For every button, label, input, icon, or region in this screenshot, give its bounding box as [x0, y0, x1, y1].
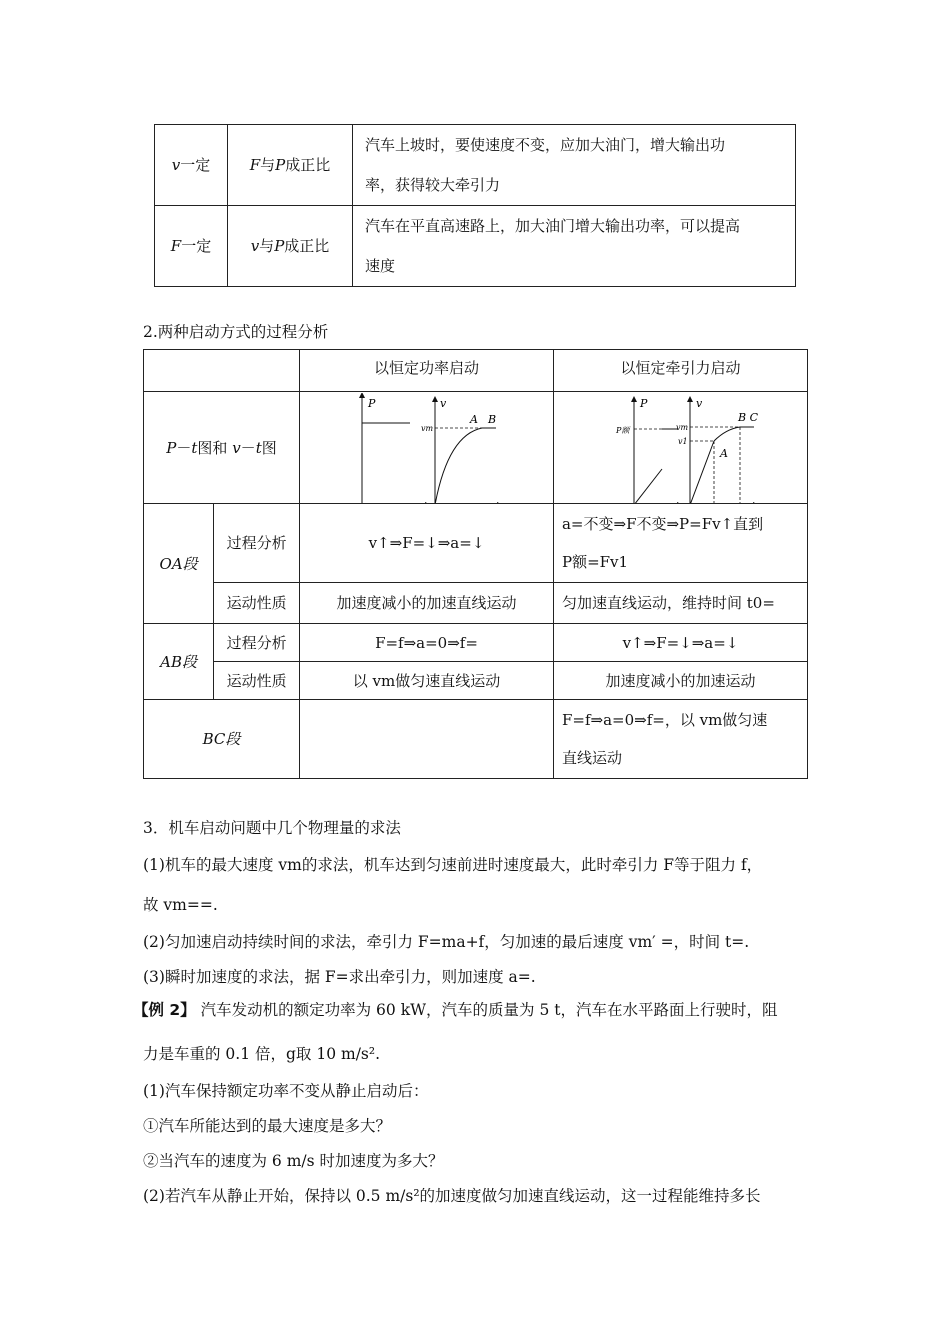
col-header-constant-force: 以恒定牵引力启动: [553, 350, 807, 392]
oa-process-constant-force: [553, 504, 807, 583]
v-axis-label: v: [439, 396, 447, 410]
condition-suffix: 一定: [180, 156, 211, 174]
bc-constant-force: [553, 700, 807, 779]
vm-label: vm: [420, 423, 434, 433]
relation-cell: [228, 206, 353, 287]
point-a-label: A: [719, 446, 728, 460]
process-label: 过程分析: [214, 624, 300, 662]
table-row: [144, 700, 808, 779]
uniform-accel-line: [690, 441, 714, 503]
example-text-line2: 力是车重的 0.1 倍，g取 10 m/s².: [143, 1045, 381, 1063]
graph-row-label: [144, 392, 300, 504]
table-row: [144, 662, 808, 700]
oa-process-line1: a=不变⇒F不变⇒P=Fv↑直到: [561, 515, 764, 533]
condition-cell: [155, 206, 228, 287]
bc-line1: F=f⇒a=0⇒f=，以 vm做匀速: [561, 711, 768, 729]
example-tag: 【例 2】: [133, 1001, 196, 1019]
table-row: [155, 206, 796, 287]
section-3-paragraph-2: (2)匀加速启动持续时间的求法，牵引力 F=ma+f，匀加速的最后速度 vm′ =，时间 t=.: [143, 933, 750, 951]
question-2: (2)若汽车从静止开始，保持以 0.5 m/s²的加速度做匀加速直线运动，这一过程能维持多长: [143, 1187, 761, 1205]
relation-cell: [228, 125, 353, 206]
label-t: t: [255, 438, 262, 457]
motion-label: 运动性质: [214, 583, 300, 624]
oa-process-line2: P额=Fv1: [561, 553, 629, 571]
graph-cell-constant-force: [553, 392, 807, 504]
application-text-line1: 汽车在平直高速路上，加大油门增大输出功率，可以提高: [365, 217, 741, 235]
table-row: [144, 624, 808, 662]
relation-var-a: F: [249, 156, 261, 174]
oa-segment-label: OA段: [144, 504, 214, 624]
condition-variable: F: [170, 237, 182, 255]
ab-process-constant-power: F=f⇒a=0⇒f=: [299, 624, 553, 662]
ab-motion-constant-power: 以 vm做匀速直线运动: [299, 662, 553, 700]
decreasing-accel-curve: [714, 427, 740, 441]
ab-process-constant-force: v↑⇒F=↓⇒a=↓: [553, 624, 807, 662]
motion-label: 运动性质: [214, 662, 300, 700]
label-dash: －: [240, 438, 256, 457]
label-dash: －: [176, 438, 192, 457]
oa-motion-constant-force: 匀加速直线运动，维持时间 t0=: [553, 583, 807, 624]
v1-label: v1: [677, 436, 688, 446]
example-text-line1: 汽车发动机的额定功率为 60 kW，汽车的质量为 5 t，汽车在水平路面上行驶时，阻: [200, 1001, 778, 1019]
section-3-heading: 3．机车启动问题中几个物理量的求法: [143, 819, 401, 837]
label-v: v: [232, 438, 241, 457]
application-text-line2: 率，获得较大牵引力: [365, 176, 501, 194]
process-label: 过程分析: [214, 504, 300, 583]
label-end: 图: [261, 438, 277, 457]
oa-process-constant-power: v↑⇒F=↓⇒a=↓: [299, 504, 553, 583]
section-3-paragraph-1-line1: (1)机车的最大速度 vm的求法，机车达到匀速前进时速度最大，此时牵引力 F等于阻力 f，: [143, 856, 763, 874]
application-text-line2: 速度: [365, 257, 396, 275]
relation-var-b: P: [275, 156, 286, 174]
application-cell: [353, 125, 796, 206]
relation-suffix: 成正比: [284, 237, 330, 255]
rated-power-label: P额: [615, 425, 630, 435]
question-1b: ②当汽车的速度为 6 m/s 时加速度为多大？: [143, 1152, 444, 1170]
relation-mid: 与: [259, 237, 275, 255]
question-1: (1)汽车保持额定功率不变从静止启动后：: [143, 1082, 429, 1100]
question-1a: ①汽车所能达到的最大速度是多大？: [143, 1117, 392, 1135]
p-axis-label: P: [639, 396, 648, 410]
constant-force-graphs: [554, 393, 807, 503]
application-text-line1: 汽车上坡时，要使速度不变，应加大油门，增大输出功: [365, 136, 726, 154]
velocity-curve: [435, 428, 482, 503]
col-header-constant-power: 以恒定功率启动: [299, 350, 553, 392]
v-axis-label: v: [695, 396, 703, 410]
point-bc-label: B C: [737, 410, 758, 424]
label-t: t: [191, 438, 198, 457]
relation-suffix: 成正比: [285, 156, 331, 174]
power-relations-table: [154, 124, 796, 287]
power-ramp: [634, 469, 662, 503]
label-mid: 图和: [197, 438, 228, 457]
table-header-row: [144, 350, 808, 392]
bc-line2: 直线运动: [561, 749, 622, 767]
condition-variable: v: [171, 156, 181, 174]
startup-analysis-table: [143, 349, 808, 779]
bc-segment-label: BC段: [144, 700, 300, 779]
table-row: [144, 583, 808, 624]
application-cell: [353, 206, 796, 287]
vm-label: vm: [675, 422, 689, 432]
relation-var-a: v: [250, 237, 260, 255]
section-2-heading: 2.两种启动方式的过程分析: [143, 323, 329, 341]
point-a-label: A: [469, 412, 478, 426]
graph-cell-constant-power: [299, 392, 553, 504]
ab-segment-label: AB段: [144, 624, 214, 700]
label-p: P: [166, 438, 177, 457]
p-axis-label: P: [367, 396, 376, 410]
section-3-paragraph-3: (3)瞬时加速度的求法，据 F=求出牵引力，则加速度 a=.: [143, 968, 536, 986]
table-row: [144, 392, 808, 504]
constant-power-graphs: [300, 393, 553, 503]
example-line1: [133, 998, 777, 1020]
point-b-label: B: [487, 412, 497, 426]
relation-mid: 与: [260, 156, 276, 174]
relation-var-b: P: [274, 237, 285, 255]
table-row: [155, 125, 796, 206]
section-3-paragraph-1-line2: 故 vm==.: [143, 896, 218, 914]
table-row: [144, 504, 808, 583]
corner-cell: [144, 350, 300, 392]
oa-motion-constant-power: 加速度减小的加速直线运动: [299, 583, 553, 624]
bc-constant-power: [299, 700, 553, 779]
ab-motion-constant-force: 加速度减小的加速运动: [553, 662, 807, 700]
condition-suffix: 一定: [181, 237, 212, 255]
condition-cell: [155, 125, 228, 206]
